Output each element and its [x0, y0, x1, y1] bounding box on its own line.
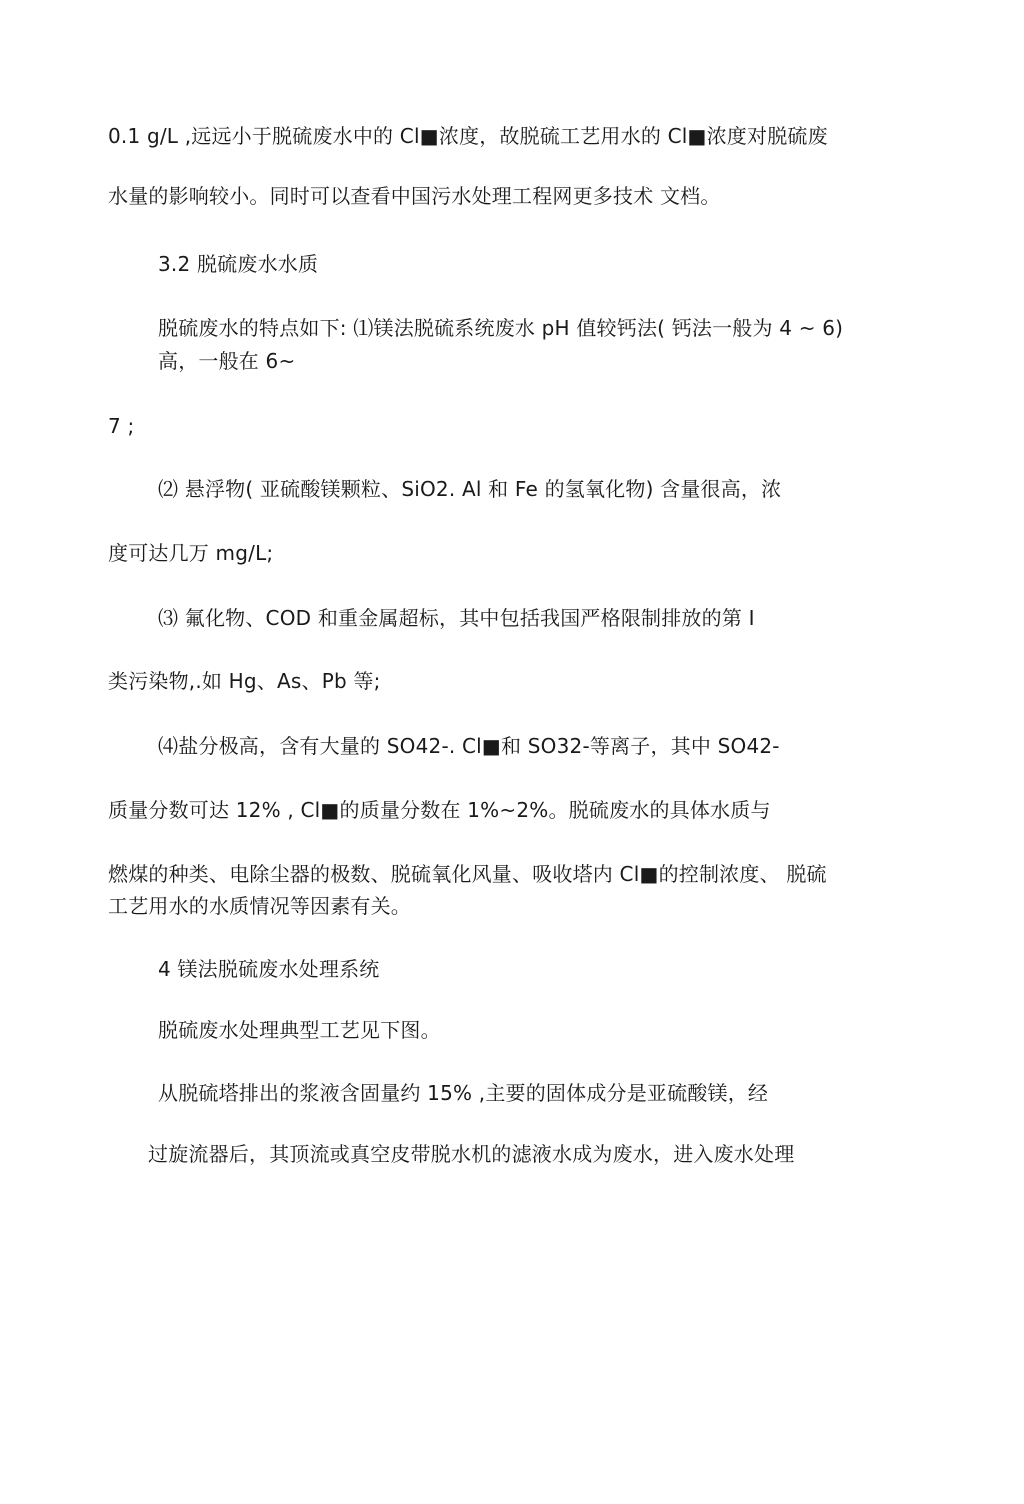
text-line: 7 ; [108, 414, 135, 438]
text-line: 类污染物,.如 Hg、As、Pb 等; [108, 669, 381, 693]
text-line: 从脱硫塔排出的浆液含固量约 15% ,主要的固体成分是亚硫酸镁，经 [158, 1081, 769, 1105]
text-line: 度可达几万 mg/L; [108, 541, 274, 565]
text-line: 脱硫废水处理典型工艺见下图。 [158, 1018, 441, 1042]
section-heading: 4 镁法脱硫废水处理系统 [158, 957, 380, 981]
text-line: 水量的影响较小。同时可以查看中国污水处理工程网更多技术 文档。 [108, 184, 721, 208]
text-line: 质量分数可达 12% , Cl■的质量分数在 1%~2%。脱硫废水的具体水质与 [108, 798, 771, 822]
text-line: 0.1 g/L ,远远小于脱硫废水中的 Cl■浓度，故脱硫工艺用水的 Cl■浓度对脱硫废 [108, 124, 828, 148]
section-heading: 3.2 脱硫废水水质 [158, 252, 319, 276]
text-line: ⑵ 悬浮物( 亚硫酸镁颗粒、SiO2. Al 和 Fe 的氢氧化物) 含量很高，浓 [158, 477, 782, 501]
text-line: 过旋流器后，其顶流或真空皮带脱水机的滤液水成为废水，进入废水处理 [148, 1142, 795, 1166]
text-line: 高，一般在 6~ [158, 349, 296, 373]
text-line: 燃煤的种类、电除尘器的极数、脱硫氧化风量、吸收塔内 Cl■的控制浓度、 脱硫 [108, 862, 827, 886]
text-line: ⑷盐分极高，含有大量的 SO42-. Cl■和 SO32-等离子，其中 SO42- [158, 734, 780, 758]
text-line: 工艺用水的水质情况等因素有关。 [108, 894, 411, 918]
text-line: ⑶ 氟化物、COD 和重金属超标，其中包括我国严格限制排放的第 I [158, 606, 755, 630]
text-line: 脱硫废水的特点如下: ⑴镁法脱硫系统废水 pH 值较钙法( 钙法一般为 4 ~ 6) [158, 316, 844, 340]
